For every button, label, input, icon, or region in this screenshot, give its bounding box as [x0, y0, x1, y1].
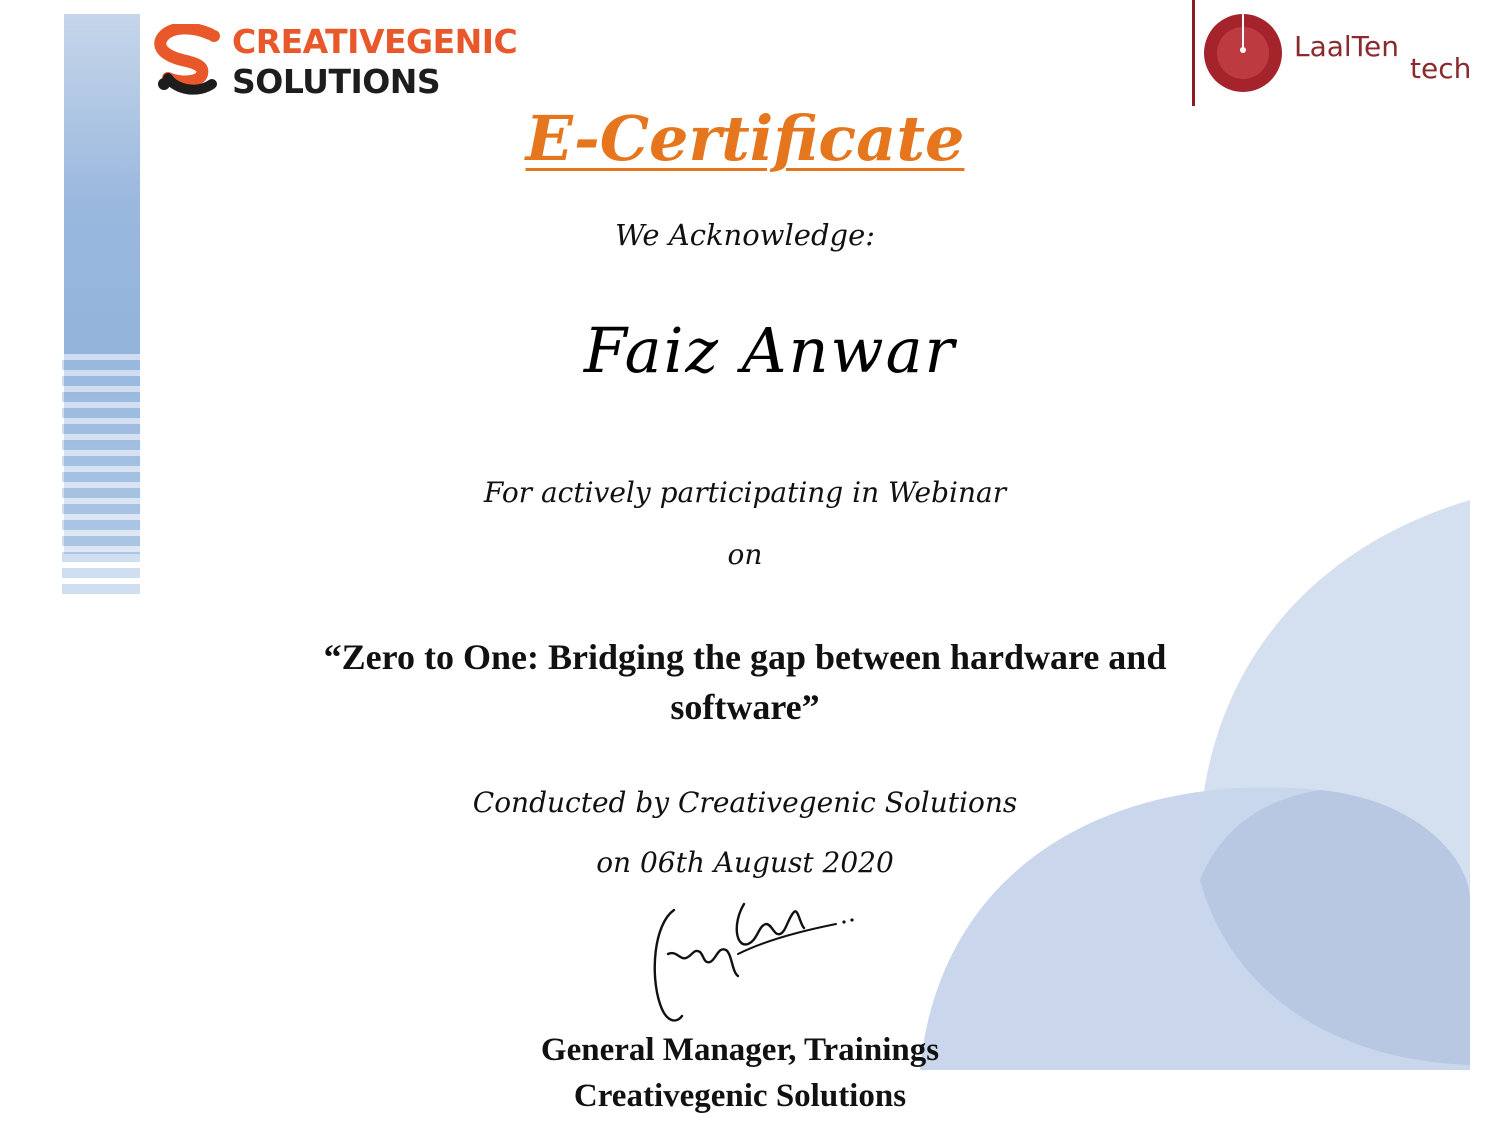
certificate-title-text: E-Certificate: [525, 102, 965, 175]
on-connector: on: [727, 538, 763, 571]
creativegenic-wordmark-line2: SOLUTIONS: [232, 62, 441, 101]
handwritten-signature: [646, 884, 862, 1030]
laalten-wordmark-line1: LaalTen: [1294, 30, 1400, 63]
logo-divider: [1192, 0, 1195, 106]
participation-reason: For actively participating in Webinar: [483, 476, 1007, 509]
recipient-name: Faiz Anwar: [583, 314, 957, 387]
creativegenic-s-mark-icon: [152, 24, 226, 98]
laalten-circle-icon: [1202, 12, 1284, 94]
webinar-topic: “Zero to One: Bridging the gap between hardware and software”: [323, 637, 1167, 727]
conducted-by: Conducted by Creativegenic Solutions: [472, 786, 1018, 819]
signatory-organization: Creativegenic Solutions: [573, 1078, 907, 1114]
event-date: on 06th August 2020: [596, 846, 894, 879]
laalten-tech-logo: [1192, 0, 1492, 108]
signatory-title: General Manager, Trainings: [540, 1032, 940, 1068]
acknowledge-line: We Acknowledge:: [614, 218, 876, 252]
certificate-title: [250, 102, 1240, 175]
laalten-wordmark-line2: tech: [1410, 52, 1472, 85]
creativegenic-wordmark-line1: CREATIVEGENIC: [232, 22, 518, 61]
creativegenic-logo: [152, 20, 518, 101]
